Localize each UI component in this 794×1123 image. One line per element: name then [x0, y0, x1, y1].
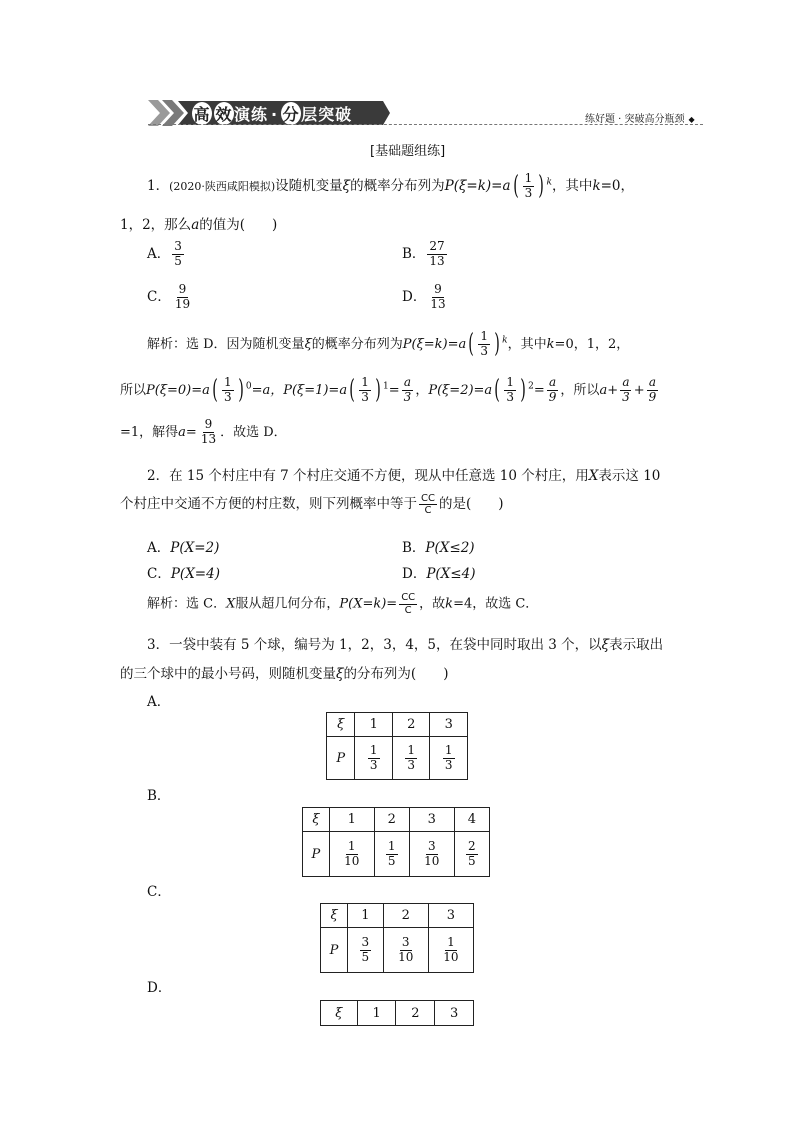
q1-solution-line1: 解析：选 D．因为随机变量ξ的概率分布列为P(ξ=k)=a( $\frac{1}{3}$ ) $^k$，其中k=0，1，2， — [147, 329, 630, 360]
q3-line2: 的三个球中的最小号码，则随机变量ξ的分布列为( ) — [120, 666, 449, 682]
q1-line2: 1，2，那么a的值为( ) — [120, 217, 278, 233]
xi-header: ξ — [327, 713, 355, 737]
q3-table-b: ξ 1 2 3 4 P $\frac{1}{10}$ $\frac{1}{5}$ $\frac{3}{10}$ $\frac{2}{5}$ — [302, 807, 490, 877]
q3-option-d-label: D． — [147, 980, 172, 996]
header-right-tag: 练好题 · 突破高分瓶颈 ◆ — [585, 114, 695, 125]
section-title: [基础题组练] — [370, 144, 446, 159]
q1-option-b: B． $\frac{27}{13}$ — [402, 239, 445, 268]
q3-table-c: ξ 1 2 3 P $\frac{3}{5}$ $\frac{3}{10}$ $\frac{1}{10}$ — [320, 903, 474, 973]
q3-option-b-label: B． — [147, 788, 171, 804]
q2-line1: 2．在 15 个村庄中有 7 个村庄交通不方便，现从中任意选 10 个村庄，用X表示这 10 — [147, 468, 661, 484]
q1-line1: 1．(2020·陕西咸阳模拟)设随机变量ξ的概率分布列为P(ξ=k)=a( $\frac{1}{3}$ ) $^k$，其中k=0， — [147, 171, 635, 202]
banner-title: 高 效演练 · 分层突破 — [192, 102, 352, 125]
q2-option-a: A．P(X=2) — [147, 540, 220, 556]
q1-option-d: D． $\frac{9}{13}$ — [402, 282, 446, 311]
banner-char-1: 高 — [192, 102, 212, 125]
p-header: P — [327, 737, 355, 780]
q1-option-a: A． $\frac{3}{5}$ — [147, 239, 182, 268]
q1-solution-line3: =1，解得a= $\frac{9}{13}$ ．故选 D． — [120, 417, 287, 446]
q2-solution: 解析：选 C．X服从超几何分布，P(X=k)= $\frac{CC}{C}$ ，故k=4，故选 C． — [147, 592, 539, 616]
q1-option-c: C． $\frac{9}{19}$ — [147, 282, 191, 311]
q2-option-d: D．P(X≤4) — [402, 566, 476, 582]
banner-char-2: 效 — [214, 102, 234, 125]
header-rule — [148, 124, 703, 125]
q3-option-a-label: A． — [147, 694, 171, 710]
q3-table-a: ξ 1 2 3 P $\frac{1}{3}$ $\frac{1}{3}$ $\frac{1}{3}$ — [326, 712, 468, 780]
q2-option-c: C．P(X=4) — [147, 566, 220, 582]
q3-line1: 3．一袋中装有 5 个球，编号为 1，2，3，4，5，在袋中同时取出 3 个，以ξ表示取出 — [147, 637, 664, 653]
q2-option-b: B．P(X≤2) — [402, 540, 475, 556]
q3-table-d: ξ 1 2 3 — [320, 1000, 474, 1026]
banner-char-4: 分 — [281, 102, 301, 125]
q3-option-c-label: C． — [147, 884, 171, 900]
q1-solution-line2: 所以P(ξ=0)=a( $\frac{1}{3}$ ) $^0$=a，P(ξ=1)=a( $\frac{1}{3}$ ) $^1$= $\frac{a}{3}$ ，P(ξ=2)=a( $\frac{1}{3}$ ) $^2$= $\frac{a}{9}$ ，所以a+ $\frac{a}{3}$ + $\frac{a}{9}$ — [120, 375, 657, 406]
q2-line2: 个村庄中交通不方便的村庄数，则下列概率中等于 $\frac{CC}{C}$ 的是( ) — [120, 492, 504, 516]
